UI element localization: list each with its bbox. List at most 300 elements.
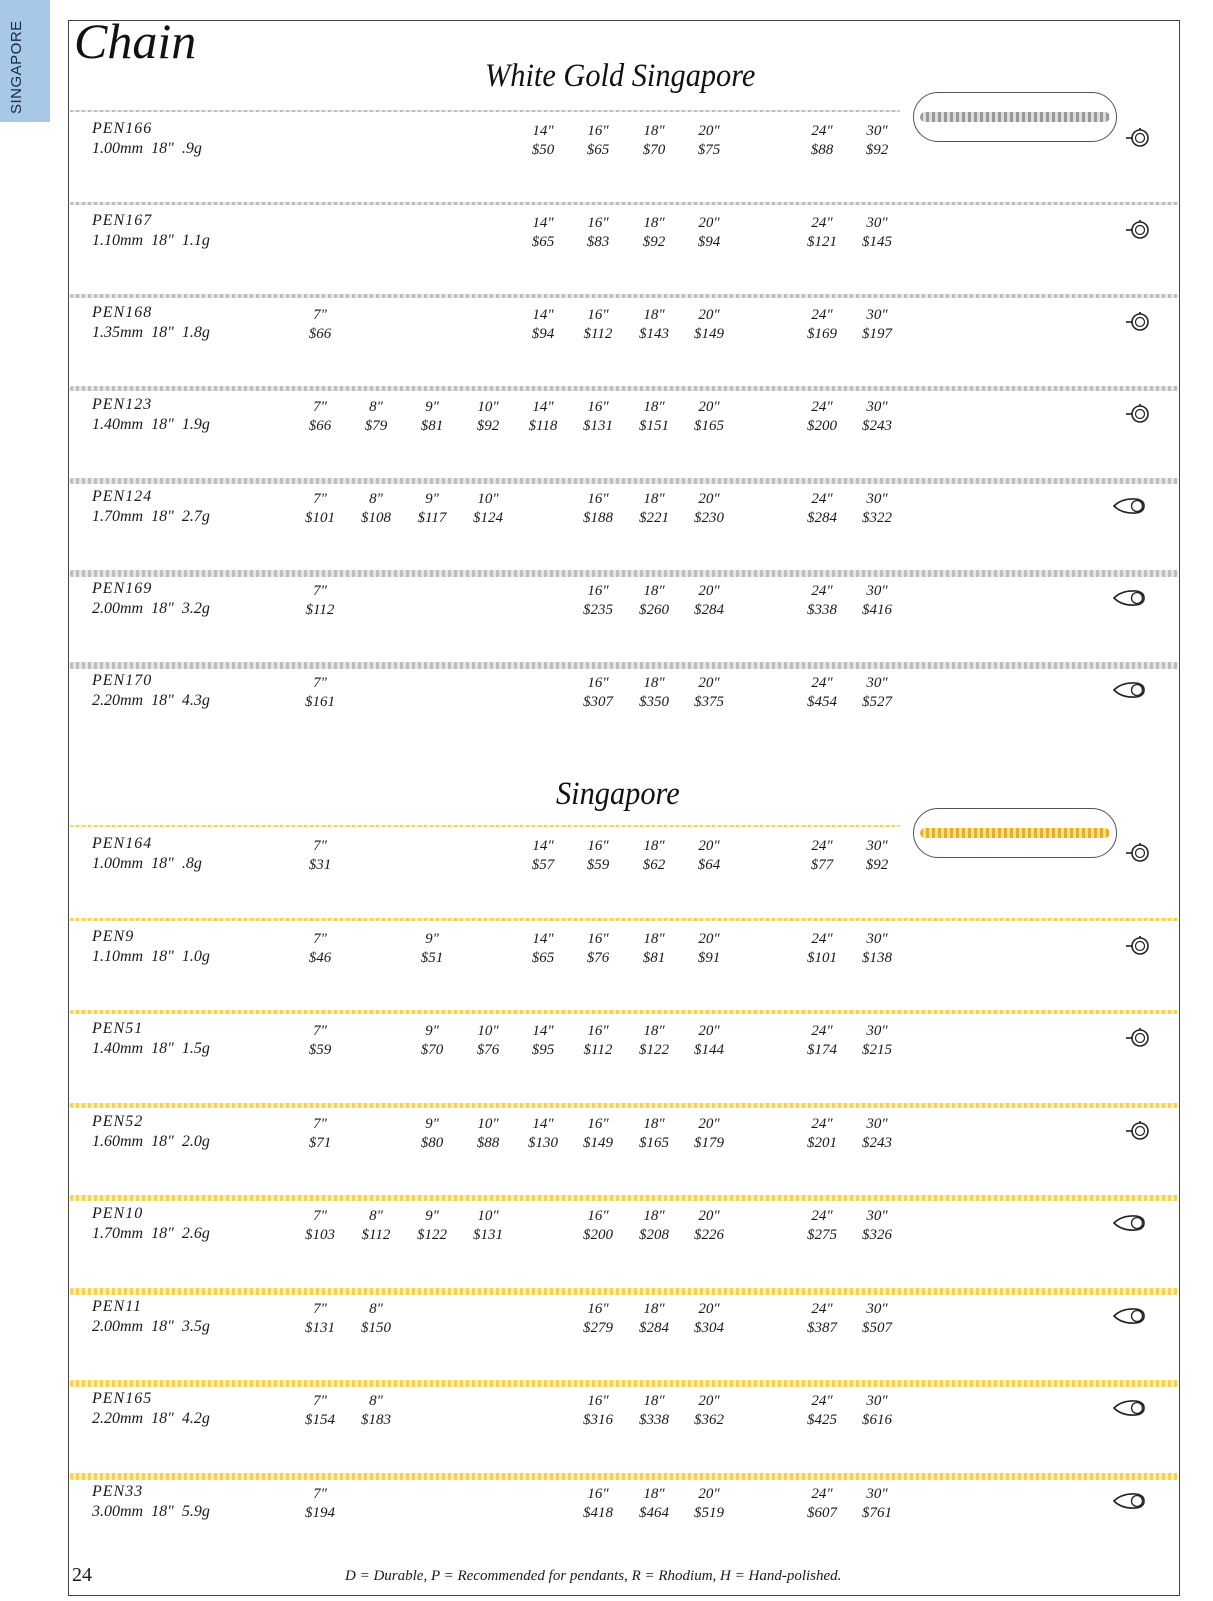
product-code: PEN167	[92, 212, 153, 229]
side-tab-label: SINGAPORE	[8, 20, 25, 114]
length-label: 30"	[866, 1116, 888, 1132]
length-label: 24"	[811, 1023, 833, 1039]
price-value: $221	[639, 510, 669, 526]
price-cell	[292, 1207, 348, 1245]
price-value: $80	[420, 1135, 444, 1151]
price-cell	[794, 1207, 850, 1245]
price-cell	[626, 582, 682, 620]
price-cell	[626, 398, 682, 436]
price-value: $183	[361, 1412, 391, 1428]
length-label: 20"	[698, 583, 720, 599]
product-spec: 1.40mm 18" 1.5g	[92, 1040, 210, 1057]
price-cell	[515, 214, 571, 252]
price-cell	[570, 837, 626, 875]
price-cell	[292, 306, 348, 344]
price-cell	[570, 1485, 626, 1523]
length-label: 16"	[587, 1023, 609, 1039]
lobster-clasp-icon	[1110, 679, 1144, 701]
chain-strand-image	[70, 918, 1178, 921]
price-cell	[404, 1207, 460, 1245]
length-label: 18"	[643, 1301, 665, 1317]
price-cell	[626, 214, 682, 252]
spring-ring-clasp-icon	[1120, 935, 1154, 957]
price-value: $76	[586, 950, 610, 966]
price-value: $387	[807, 1320, 837, 1336]
price-value: $50	[531, 142, 555, 158]
price-cell	[849, 490, 905, 528]
length-label: 18"	[643, 1208, 665, 1224]
price-value: $81	[420, 418, 444, 434]
spring-ring-clasp-icon	[1120, 311, 1154, 333]
length-label: 20"	[698, 838, 720, 854]
length-label: 18"	[643, 307, 665, 323]
length-label: 18"	[643, 399, 665, 415]
price-cell	[570, 582, 626, 620]
section-title: Singapore	[556, 776, 680, 812]
price-cell	[570, 1392, 626, 1430]
product-spec: 1.70mm 18" 2.7g	[92, 508, 210, 525]
length-label: 16"	[587, 307, 609, 323]
price-value: $88	[810, 142, 834, 158]
price-cell	[626, 674, 682, 712]
price-cell	[292, 1392, 348, 1430]
price-value: $149	[694, 326, 724, 342]
price-value: $161	[305, 694, 335, 710]
price-cell	[681, 214, 737, 252]
length-label: 30"	[866, 1393, 888, 1409]
price-value: $338	[639, 1412, 669, 1428]
length-label: 24"	[811, 1486, 833, 1502]
length-label: 30"	[866, 215, 888, 231]
price-value: $92	[642, 234, 666, 250]
price-value: $81	[642, 950, 666, 966]
price-value: $307	[583, 694, 613, 710]
product-code: PEN9	[92, 928, 135, 945]
product-code: PEN170	[92, 672, 153, 689]
price-value: $65	[531, 234, 555, 250]
price-value: $101	[305, 510, 335, 526]
product-code: PEN52	[92, 1113, 144, 1130]
length-label: 16"	[587, 1116, 609, 1132]
length-label: 24"	[811, 1393, 833, 1409]
length-label: 20"	[698, 1116, 720, 1132]
length-label: 20"	[698, 123, 720, 139]
product-spec: 1.10mm 18" 1.1g	[92, 232, 210, 249]
price-value: $92	[476, 418, 500, 434]
price-cell	[626, 930, 682, 968]
price-value: $131	[473, 1227, 503, 1243]
chain-strand-image	[70, 1195, 1178, 1201]
price-cell	[849, 1300, 905, 1338]
price-value: $130	[528, 1135, 558, 1151]
price-value: $197	[862, 326, 892, 342]
price-value: $83	[586, 234, 610, 250]
price-value: $46	[308, 950, 332, 966]
price-cell	[849, 1115, 905, 1153]
spring-ring-clasp-icon	[1120, 842, 1154, 864]
spring-ring-clasp-icon	[1120, 1120, 1154, 1142]
price-cell	[404, 930, 460, 968]
price-cell	[515, 122, 571, 160]
price-value: $91	[697, 950, 721, 966]
lobster-clasp-icon	[1110, 1397, 1144, 1419]
price-cell	[794, 674, 850, 712]
length-label: 16"	[587, 1208, 609, 1224]
length-label: 30"	[866, 123, 888, 139]
length-label: 30"	[866, 1208, 888, 1224]
price-value: $77	[810, 857, 834, 873]
price-value: $94	[531, 326, 555, 342]
price-value: $243	[862, 418, 892, 434]
product-spec: 1.70mm 18" 2.6g	[92, 1225, 210, 1242]
price-cell	[626, 1115, 682, 1153]
price-cell	[515, 306, 571, 344]
spring-ring-clasp-icon	[1120, 219, 1154, 241]
chain-closeup-strand	[920, 828, 1110, 838]
price-value: $149	[583, 1135, 613, 1151]
price-cell	[794, 490, 850, 528]
price-value: $284	[694, 602, 724, 618]
length-label: 14"	[532, 838, 554, 854]
chain-strand-image	[70, 202, 1178, 205]
price-cell	[681, 837, 737, 875]
length-label: 20"	[698, 1486, 720, 1502]
length-label: 20"	[698, 1023, 720, 1039]
price-cell	[626, 490, 682, 528]
length-label: 14"	[532, 215, 554, 231]
price-cell	[794, 1392, 850, 1430]
price-value: $464	[639, 1505, 669, 1521]
price-cell	[849, 930, 905, 968]
chain-strand-image	[70, 1010, 1178, 1014]
length-label: 24"	[811, 399, 833, 415]
price-cell	[570, 1115, 626, 1153]
price-value: $65	[531, 950, 555, 966]
price-value: $64	[697, 857, 721, 873]
length-label: 30"	[866, 399, 888, 415]
price-cell	[460, 1022, 516, 1060]
product-spec: 2.20mm 18" 4.3g	[92, 692, 210, 709]
price-cell	[348, 1392, 404, 1430]
product-spec: 2.00mm 18" 3.2g	[92, 600, 210, 617]
price-value: $243	[862, 1135, 892, 1151]
side-tab	[0, 0, 50, 122]
price-value: $527	[862, 694, 892, 710]
price-value: $200	[807, 418, 837, 434]
chain-strand-image	[70, 1473, 1178, 1480]
price-value: $121	[807, 234, 837, 250]
price-value: $425	[807, 1412, 837, 1428]
price-cell	[626, 1207, 682, 1245]
chain-closeup-strand	[920, 112, 1110, 122]
chain-strand-image	[70, 110, 900, 112]
length-label: 18"	[643, 931, 665, 947]
price-value: $235	[583, 602, 613, 618]
price-value: $138	[862, 950, 892, 966]
price-cell	[626, 1392, 682, 1430]
price-value: $375	[694, 694, 724, 710]
price-value: $194	[305, 1505, 335, 1521]
price-value: $76	[476, 1042, 500, 1058]
spring-ring-clasp-icon	[1120, 403, 1154, 425]
price-value: $122	[639, 1042, 669, 1058]
length-label: 14"	[532, 399, 554, 415]
price-cell	[570, 122, 626, 160]
price-cell	[849, 214, 905, 252]
price-cell	[515, 1022, 571, 1060]
length-label: 20"	[698, 1208, 720, 1224]
length-label: 9"	[425, 491, 439, 507]
product-code: PEN10	[92, 1205, 144, 1222]
price-value: $59	[308, 1042, 332, 1058]
price-value: $131	[305, 1320, 335, 1336]
price-value: $761	[862, 1505, 892, 1521]
length-label: 16"	[587, 1393, 609, 1409]
price-cell	[348, 490, 404, 528]
length-label: 16"	[587, 931, 609, 947]
length-label: 18"	[643, 123, 665, 139]
length-label: 20"	[698, 931, 720, 947]
length-label: 7"	[313, 1208, 327, 1224]
price-value: $59	[586, 857, 610, 873]
price-cell	[404, 398, 460, 436]
price-cell	[849, 398, 905, 436]
price-cell	[515, 930, 571, 968]
price-cell	[794, 306, 850, 344]
price-value: $108	[361, 510, 391, 526]
product-spec: 1.00mm 18" .8g	[92, 855, 202, 872]
price-value: $174	[807, 1042, 837, 1058]
price-cell	[515, 837, 571, 875]
length-label: 16"	[587, 215, 609, 231]
page-number: 24	[72, 1564, 92, 1586]
price-value: $260	[639, 602, 669, 618]
length-label: 18"	[643, 215, 665, 231]
length-label: 30"	[866, 675, 888, 691]
price-value: $616	[862, 1412, 892, 1428]
price-value: $79	[364, 418, 388, 434]
price-cell	[404, 490, 460, 528]
product-code: PEN51	[92, 1020, 144, 1037]
price-cell	[515, 398, 571, 436]
length-label: 16"	[587, 123, 609, 139]
price-cell	[681, 122, 737, 160]
chain-strand-image	[70, 386, 1178, 391]
price-cell	[681, 1300, 737, 1338]
price-cell	[460, 398, 516, 436]
length-label: 20"	[698, 491, 720, 507]
chain-strand-image	[70, 1103, 1178, 1108]
price-cell	[292, 930, 348, 968]
price-value: $92	[865, 857, 889, 873]
price-cell	[515, 1115, 571, 1153]
price-cell	[292, 1300, 348, 1338]
price-value: $103	[305, 1227, 335, 1243]
product-spec: 1.60mm 18" 2.0g	[92, 1133, 210, 1150]
length-label: 14"	[532, 123, 554, 139]
length-label: 30"	[866, 491, 888, 507]
price-value: $31	[308, 857, 332, 873]
chain-strand-image	[70, 570, 1178, 577]
length-label: 18"	[643, 675, 665, 691]
length-label: 24"	[811, 1116, 833, 1132]
length-label: 30"	[866, 1023, 888, 1039]
length-label: 16"	[587, 583, 609, 599]
length-label: 14"	[532, 307, 554, 323]
length-label: 24"	[811, 1301, 833, 1317]
price-cell	[794, 930, 850, 968]
length-label: 10"	[477, 491, 499, 507]
price-value: $200	[583, 1227, 613, 1243]
price-value: $507	[862, 1320, 892, 1336]
price-cell	[460, 1207, 516, 1245]
price-cell	[292, 1022, 348, 1060]
length-label: 20"	[698, 215, 720, 231]
price-cell	[292, 1485, 348, 1523]
length-label: 24"	[811, 838, 833, 854]
price-cell	[849, 1022, 905, 1060]
price-value: $51	[420, 950, 444, 966]
price-value: $201	[807, 1135, 837, 1151]
price-cell	[794, 1115, 850, 1153]
price-value: $101	[807, 950, 837, 966]
product-code: PEN124	[92, 488, 153, 505]
length-label: 8"	[369, 1301, 383, 1317]
length-label: 10"	[477, 1116, 499, 1132]
price-value: $338	[807, 602, 837, 618]
price-value: $230	[694, 510, 724, 526]
price-value: $70	[420, 1042, 444, 1058]
price-cell	[570, 1022, 626, 1060]
length-label: 7"	[313, 675, 327, 691]
lobster-clasp-icon	[1110, 1212, 1144, 1234]
length-label: 18"	[643, 838, 665, 854]
price-value: $215	[862, 1042, 892, 1058]
price-cell	[570, 1207, 626, 1245]
price-cell	[794, 582, 850, 620]
price-cell	[849, 122, 905, 160]
length-label: 9"	[425, 931, 439, 947]
price-cell	[626, 837, 682, 875]
price-cell	[570, 1300, 626, 1338]
price-value: $112	[583, 1042, 613, 1058]
length-label: 18"	[643, 491, 665, 507]
lobster-clasp-icon	[1110, 1490, 1144, 1512]
length-label: 24"	[811, 675, 833, 691]
length-label: 7"	[313, 1393, 327, 1409]
price-cell	[681, 1207, 737, 1245]
price-value: $607	[807, 1505, 837, 1521]
legend: D = Durable, P = Recommended for pendants, R = Rhodium, H = Hand-polished.	[345, 1568, 842, 1584]
price-cell	[460, 1115, 516, 1153]
length-label: 14"	[532, 1023, 554, 1039]
price-cell	[348, 1207, 404, 1245]
length-label: 9"	[425, 399, 439, 415]
price-value: $117	[417, 510, 447, 526]
length-label: 24"	[811, 491, 833, 507]
price-value: $124	[473, 510, 503, 526]
price-value: $362	[694, 1412, 724, 1428]
price-cell	[570, 490, 626, 528]
price-value: $165	[639, 1135, 669, 1151]
price-cell	[626, 1300, 682, 1338]
price-value: $284	[807, 510, 837, 526]
price-value: $322	[862, 510, 892, 526]
price-value: $71	[308, 1135, 332, 1151]
length-label: 8"	[369, 1208, 383, 1224]
price-cell	[681, 582, 737, 620]
price-cell	[681, 1022, 737, 1060]
price-cell	[681, 930, 737, 968]
length-label: 7"	[313, 491, 327, 507]
price-cell	[794, 1300, 850, 1338]
price-cell	[681, 1392, 737, 1430]
length-label: 7"	[313, 931, 327, 947]
chain-closeup-image	[913, 92, 1117, 142]
product-code: PEN11	[92, 1298, 143, 1315]
price-value: $145	[862, 234, 892, 250]
price-cell	[460, 490, 516, 528]
price-value: $304	[694, 1320, 724, 1336]
length-label: 18"	[643, 1486, 665, 1502]
price-value: $112	[361, 1227, 391, 1243]
price-cell	[292, 1115, 348, 1153]
price-cell	[626, 122, 682, 160]
price-value: $143	[639, 326, 669, 342]
price-value: $350	[639, 694, 669, 710]
price-value: $165	[694, 418, 724, 434]
price-value: $94	[697, 234, 721, 250]
price-value: $65	[586, 142, 610, 158]
product-spec: 1.35mm 18" 1.8g	[92, 324, 210, 341]
length-label: 8"	[369, 491, 383, 507]
price-value: $112	[305, 602, 335, 618]
price-cell	[570, 930, 626, 968]
product-spec: 3.00mm 18" 5.9g	[92, 1503, 210, 1520]
price-cell	[849, 1392, 905, 1430]
price-cell	[849, 1207, 905, 1245]
price-value: $57	[531, 857, 555, 873]
price-value: $169	[807, 326, 837, 342]
length-label: 30"	[866, 838, 888, 854]
section-title: White Gold Singapore	[485, 58, 756, 94]
length-label: 14"	[532, 1116, 554, 1132]
length-label: 30"	[866, 307, 888, 323]
length-label: 9"	[425, 1116, 439, 1132]
price-cell	[292, 837, 348, 875]
length-label: 8"	[369, 399, 383, 415]
product-code: PEN169	[92, 580, 153, 597]
product-spec: 1.40mm 18" 1.9g	[92, 416, 210, 433]
length-label: 16"	[587, 838, 609, 854]
price-cell	[681, 306, 737, 344]
product-code: PEN168	[92, 304, 153, 321]
length-label: 24"	[811, 931, 833, 947]
price-value: $326	[862, 1227, 892, 1243]
price-value: $88	[476, 1135, 500, 1151]
price-cell	[292, 490, 348, 528]
price-cell	[794, 214, 850, 252]
product-code: PEN123	[92, 396, 153, 413]
chain-strand-image	[70, 1288, 1178, 1295]
length-label: 24"	[811, 307, 833, 323]
price-cell	[681, 1485, 737, 1523]
length-label: 30"	[866, 1301, 888, 1317]
product-spec: 1.00mm 18" .9g	[92, 140, 202, 157]
price-value: $416	[862, 602, 892, 618]
chain-strand-image	[70, 662, 1178, 669]
length-label: 20"	[698, 307, 720, 323]
